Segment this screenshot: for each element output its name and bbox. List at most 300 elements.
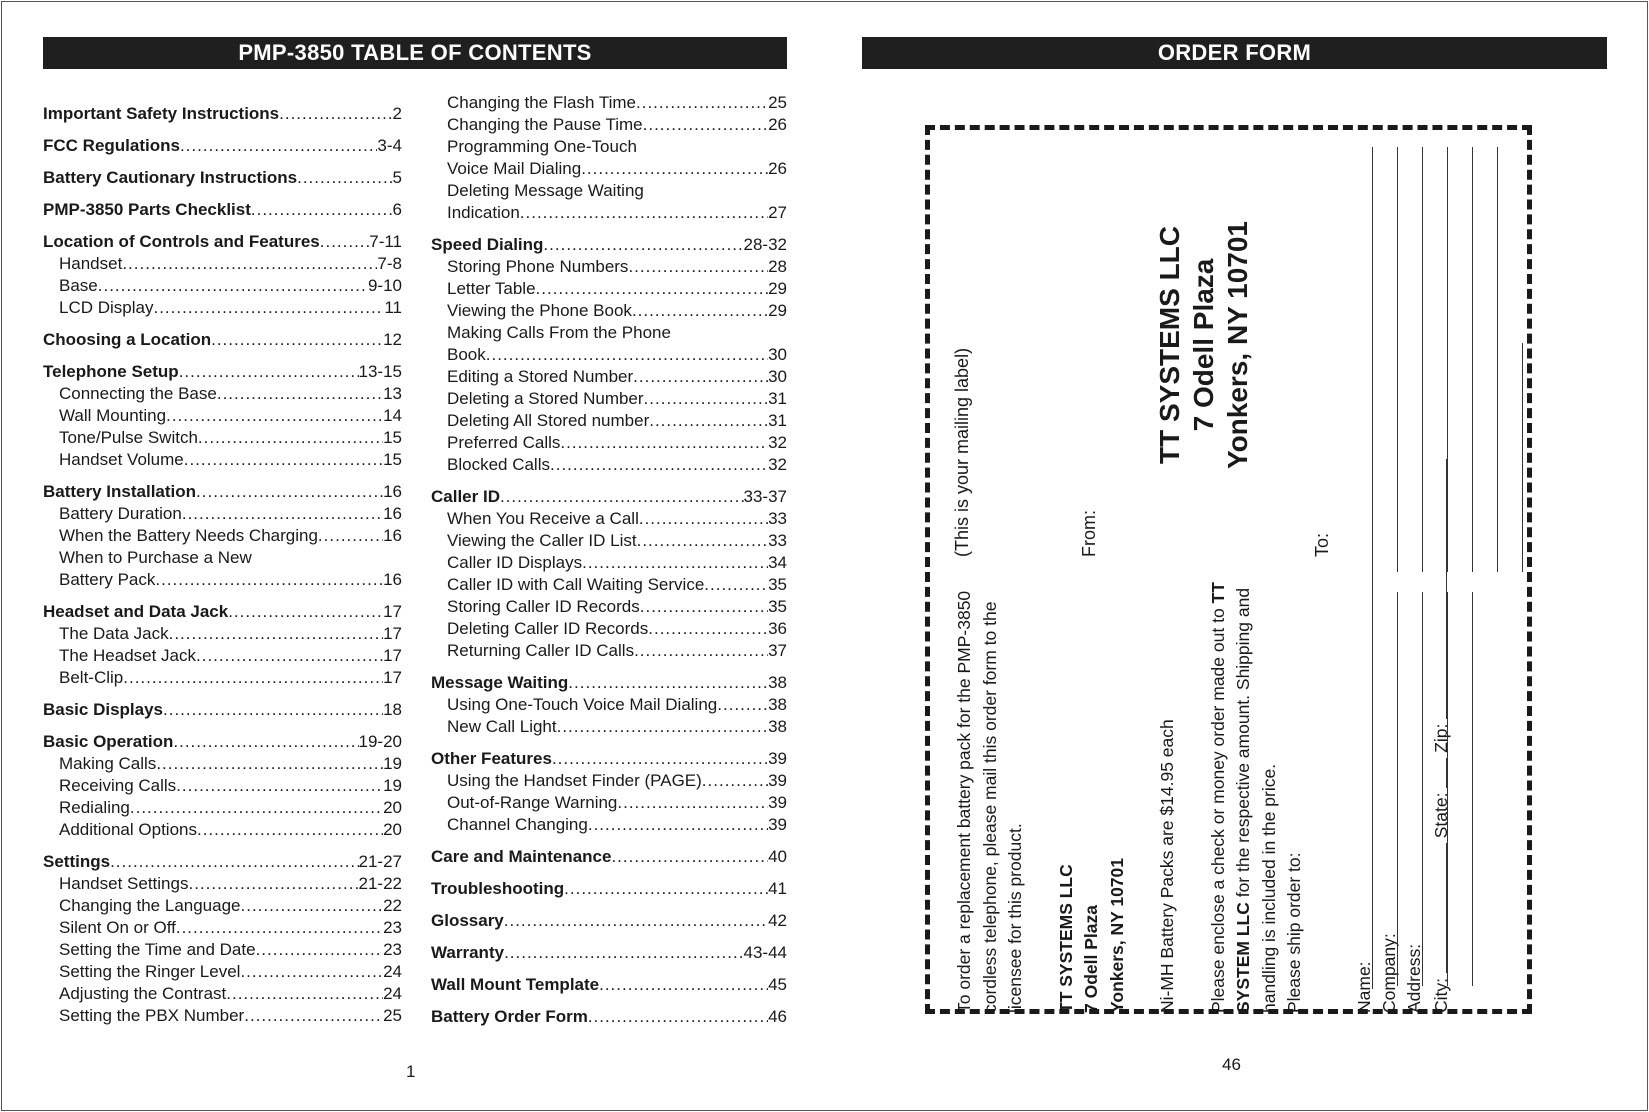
toc-entry-title: The Headset Jack xyxy=(59,646,197,665)
toc-entry[interactable] xyxy=(431,344,787,366)
toc-page-number: 32 xyxy=(768,433,787,452)
toc-page-number: 27 xyxy=(768,203,787,222)
toc-entry[interactable] xyxy=(431,278,787,300)
toc-leader-dots xyxy=(122,253,377,275)
toc-entry-title: Message Waiting xyxy=(431,673,569,692)
toc-leader-dots xyxy=(256,939,384,961)
toc-page-number: 21-27 xyxy=(358,852,402,871)
toc-leader-dots xyxy=(552,748,768,770)
licensee-company: TT SYSTEMS LLC xyxy=(1055,864,1076,1013)
toc-entry-title: Out-of-Range Warning xyxy=(447,793,618,812)
toc-entry[interactable] xyxy=(43,797,402,819)
toc-page-number: 31 xyxy=(768,411,787,430)
payment-text-post: for the respective amount. Shipping and handling is included in the price. xyxy=(1233,587,1279,1013)
toc-entry-title: Preferred Calls xyxy=(447,433,561,452)
toc-entry-title: Caller ID xyxy=(431,487,500,506)
name-line-lower xyxy=(1397,592,1398,986)
toc-entry[interactable] xyxy=(431,136,787,158)
toc-section[interactable] xyxy=(43,601,402,623)
toc-section[interactable] xyxy=(431,846,787,868)
toc-leader-dots xyxy=(211,329,383,351)
toc-leader-dots xyxy=(228,601,383,623)
toc-entry[interactable] xyxy=(43,383,402,405)
toc-entry[interactable] xyxy=(43,873,402,895)
mailing-label-divider xyxy=(1372,147,1373,989)
toc-page-number: 39 xyxy=(768,815,787,834)
toc-page-number: 20 xyxy=(383,798,402,817)
toc-entry-title: Additional Options xyxy=(59,820,197,839)
toc-entry-title: Wall Mount Template xyxy=(431,975,600,994)
toc-section[interactable] xyxy=(431,234,787,256)
toc-entry-title: Letter Table xyxy=(447,279,536,298)
toc-section[interactable] xyxy=(43,699,402,721)
toc-page-number: 16 xyxy=(383,570,402,589)
licensee-city: Yonkers, NY 10701 xyxy=(1106,857,1127,1013)
toc-leader-dots xyxy=(226,983,383,1005)
toc-leader-dots xyxy=(543,234,743,256)
toc-entry[interactable] xyxy=(431,202,787,224)
toc-leader-dots xyxy=(704,574,768,596)
toc-leader-dots xyxy=(599,974,768,996)
company-line-lower xyxy=(1422,592,1423,986)
address-line-4 xyxy=(1522,343,1523,572)
toc-page-number: 35 xyxy=(768,597,787,616)
toc-leader-dots xyxy=(486,344,768,366)
toc-entry[interactable] xyxy=(43,427,402,449)
toc-entry-title: Basic Operation xyxy=(43,732,174,751)
toc-page-number: 3-4 xyxy=(377,136,402,155)
toc-page-number: 33-37 xyxy=(743,487,787,506)
toc-page-number: 17 xyxy=(383,668,402,687)
toc-entry-title: Receiving Calls xyxy=(59,776,177,795)
toc-entry[interactable] xyxy=(431,92,787,114)
toc-entry-title: When to Purchase a New xyxy=(59,548,252,567)
toc-entry-title: Headset and Data Jack xyxy=(43,602,229,621)
toc-entry[interactable] xyxy=(43,667,402,689)
toc-entry-title: Troubleshooting xyxy=(431,879,565,898)
toc-entry-title: Care and Maintenance xyxy=(431,847,612,866)
name-line xyxy=(1397,147,1398,572)
toc-entry-title: Indication xyxy=(447,203,520,222)
toc-leader-dots xyxy=(611,846,768,868)
toc-page-number: 45 xyxy=(768,975,787,994)
toc-entry[interactable] xyxy=(43,819,402,841)
toc-column-1 xyxy=(43,103,402,1027)
toc-page-number: 41 xyxy=(768,879,787,898)
toc-entry[interactable] xyxy=(431,366,787,388)
toc-leader-dots xyxy=(180,135,377,157)
toc-entry-title: Warranty xyxy=(431,943,505,962)
toc-entry-title: Glossary xyxy=(431,911,504,930)
toc-entry[interactable] xyxy=(431,530,787,552)
toc-entry-title: Base xyxy=(59,276,98,295)
toc-page-number: 9-10 xyxy=(367,276,402,295)
toc-leader-dots xyxy=(198,427,383,449)
toc-page-number: 16 xyxy=(383,482,402,501)
toc-page-number: 12 xyxy=(383,330,402,349)
toc-leader-dots xyxy=(110,851,358,873)
toc-column-2 xyxy=(431,92,787,1028)
toc-leader-dots xyxy=(179,361,359,383)
toc-entry-title: Handset Volume xyxy=(59,450,184,469)
toc-entry-title: Returning Caller ID Calls xyxy=(447,641,635,660)
toc-entry-title: Telephone Setup xyxy=(43,362,179,381)
toc-entry-title: Using the Handset Finder (PAGE) xyxy=(447,771,702,790)
toc-entry[interactable] xyxy=(43,503,402,525)
toc-leader-dots xyxy=(279,103,392,125)
toc-leader-dots xyxy=(634,640,768,662)
return-address-company: TT SYSTEMS LLC xyxy=(1154,226,1185,464)
toc-leader-dots xyxy=(197,819,383,841)
toc-leader-dots xyxy=(176,775,383,797)
toc-entry[interactable] xyxy=(43,775,402,797)
address-line-lower xyxy=(1447,592,1448,986)
toc-entry[interactable] xyxy=(43,753,402,775)
toc-entry[interactable] xyxy=(431,716,787,738)
toc-entry-title: Location of Controls and Features xyxy=(43,232,320,251)
address-line-lower-2 xyxy=(1472,592,1473,986)
toc-entry[interactable] xyxy=(431,618,787,640)
toc-page-number: 36 xyxy=(768,619,787,638)
toc-entry[interactable] xyxy=(431,640,787,662)
order-form-card xyxy=(925,125,1532,1014)
toc-entry[interactable] xyxy=(43,1005,402,1027)
toc-page-number: 23 xyxy=(383,940,402,959)
toc-page-number: 7-11 xyxy=(369,232,402,251)
toc-leader-dots xyxy=(196,645,383,667)
toc-entry-title: Battery Cautionary Instructions xyxy=(43,168,298,187)
address-field[interactable]: Address: xyxy=(1404,943,1424,1013)
toc-page-number: 42 xyxy=(768,911,787,930)
toc-section[interactable] xyxy=(43,231,402,253)
toc-entry-title: Changing the Pause Time xyxy=(447,115,643,134)
toc-leader-dots xyxy=(702,770,768,792)
toc-page-number: 15 xyxy=(383,428,402,447)
payment-text-pre: Please enclose a check or money order made out to xyxy=(1207,603,1228,1013)
return-address-city: Yonkers, NY 10701 xyxy=(1222,221,1253,470)
toc-leader-dots xyxy=(123,667,383,689)
toc-entry[interactable] xyxy=(431,814,787,836)
toc-leader-dots xyxy=(320,231,369,253)
toc-page-number: 24 xyxy=(383,962,402,981)
toc-leader-dots xyxy=(636,92,768,114)
toc-entry-title: Voice Mail Dialing xyxy=(447,159,582,178)
toc-leader-dots xyxy=(130,797,383,819)
page-number-left: 1 xyxy=(406,1062,416,1081)
toc-leader-dots xyxy=(557,716,768,738)
battery-price-text: Ni-MH Battery Packs are $14.95 each xyxy=(1157,719,1177,1013)
toc-entry-title: Belt-Clip xyxy=(59,668,124,687)
toc-page-number: 33 xyxy=(768,531,787,550)
toc-entry[interactable] xyxy=(431,180,787,202)
address-line-2 xyxy=(1472,147,1473,572)
toc-entry[interactable] xyxy=(43,961,402,983)
toc-leader-dots xyxy=(184,449,383,471)
toc-page-number: 25 xyxy=(768,93,787,112)
ship-fields xyxy=(1352,459,1454,1013)
toc-entry[interactable] xyxy=(431,410,787,432)
toc-leader-dots xyxy=(244,1005,383,1027)
toc-leader-dots xyxy=(155,569,383,591)
toc-page-number: 28-32 xyxy=(743,235,787,254)
toc-leader-dots xyxy=(717,694,768,716)
to-label: To: xyxy=(1312,532,1332,557)
toc-page-number: 14 xyxy=(383,406,402,425)
toc-page-number: 19 xyxy=(383,776,402,795)
toc-entry[interactable] xyxy=(43,569,402,591)
toc-entry[interactable] xyxy=(43,253,402,275)
toc-leader-dots xyxy=(169,623,383,645)
toc-section[interactable] xyxy=(43,731,402,753)
toc-section[interactable] xyxy=(43,135,402,157)
toc-entry-title: Making Calls xyxy=(59,754,157,773)
toc-entry[interactable] xyxy=(431,114,787,136)
toc-entry[interactable] xyxy=(43,547,402,569)
toc-section[interactable] xyxy=(43,199,402,221)
toc-entry-title: When You Receive a Call xyxy=(447,509,639,528)
toc-entry-title: Redialing xyxy=(59,798,130,817)
toc-entry-title: Handset xyxy=(59,254,123,273)
toc-page-number: 39 xyxy=(768,793,787,812)
mailing-label-note: (This is your mailing label) xyxy=(952,347,972,557)
toc-section[interactable] xyxy=(431,486,787,508)
toc-leader-dots xyxy=(98,275,368,297)
toc-entry[interactable] xyxy=(43,405,402,427)
toc-entry-title: Making Calls From the Phone xyxy=(447,323,671,342)
toc-entry-title: Deleting All Stored number xyxy=(447,411,650,430)
toc-leader-dots xyxy=(568,672,768,694)
toc-entry-title: Deleting a Stored Number xyxy=(447,389,644,408)
toc-page-number: 46 xyxy=(768,1007,787,1026)
toc-entry[interactable] xyxy=(43,449,402,471)
toc-entry[interactable] xyxy=(431,300,787,322)
toc-entry[interactable] xyxy=(431,596,787,618)
company-field[interactable]: Company: xyxy=(1379,933,1399,1013)
toc-page-number: 17 xyxy=(383,602,402,621)
toc-leader-dots xyxy=(648,618,768,640)
toc-leader-dots xyxy=(637,530,768,552)
name-field[interactable]: Name: xyxy=(1354,961,1374,1013)
toc-entry-title: Changing the Flash Time xyxy=(447,93,636,112)
toc-entry-title: Setting the Ringer Level xyxy=(59,962,241,981)
toc-entry[interactable] xyxy=(431,388,787,410)
toc-entry-title: Storing Phone Numbers xyxy=(447,257,629,276)
toc-page-number: 26 xyxy=(768,159,787,178)
toc-entry-title: Battery Order Form xyxy=(431,1007,588,1026)
toc-leader-dots xyxy=(649,410,768,432)
toc-entry-title: Handset Settings xyxy=(59,874,189,893)
toc-entry-title: Deleting Caller ID Records xyxy=(447,619,649,638)
toc-leader-dots xyxy=(520,202,768,224)
toc-entry[interactable] xyxy=(431,770,787,792)
toc-leader-dots xyxy=(643,114,768,136)
toc-leader-dots xyxy=(639,508,768,530)
toc-section[interactable] xyxy=(43,167,402,189)
order-form-title: ORDER FORM xyxy=(862,37,1607,69)
zip-field[interactable]: Zip: xyxy=(1431,723,1451,753)
toc-page-number: 17 xyxy=(383,624,402,643)
toc-entry-title: Connecting the Base xyxy=(59,384,217,403)
toc-entry-title: Battery Pack xyxy=(59,570,156,589)
toc-entry[interactable] xyxy=(43,275,402,297)
toc-entry-title: Programming One-Touch xyxy=(447,137,637,156)
toc-page-number: 19-20 xyxy=(358,732,402,751)
order-intro-text: To order a replacement battery pack for the PMP-3850 cordless telephone, please mail this order form to the licensee for this product. xyxy=(954,590,1025,1013)
toc-leader-dots xyxy=(196,481,383,503)
toc-entry[interactable] xyxy=(43,939,402,961)
toc-page-number: 35 xyxy=(768,575,787,594)
toc-page-number: 33 xyxy=(768,509,787,528)
toc-entry[interactable] xyxy=(43,983,402,1005)
toc-entry-title: Battery Duration xyxy=(59,504,182,523)
licensee-street: 7 Odell Plaza xyxy=(1081,905,1101,1013)
toc-entry-title: Silent On or Off xyxy=(59,918,176,937)
toc-section[interactable] xyxy=(431,1006,787,1028)
toc-entry[interactable] xyxy=(431,454,787,476)
toc-entry[interactable] xyxy=(43,297,402,319)
toc-entry-title: Blocked Calls xyxy=(447,455,550,474)
toc-page-number: 39 xyxy=(768,749,787,768)
toc-entry-title: PMP-3850 Parts Checklist xyxy=(43,200,251,219)
toc-entry-title: Storing Caller ID Records xyxy=(447,597,640,616)
toc-leader-dots xyxy=(560,432,768,454)
toc-entry-title: Deleting Message Waiting xyxy=(447,181,644,200)
toc-page-number: 16 xyxy=(383,504,402,523)
toc-leader-dots xyxy=(581,158,768,180)
toc-entry[interactable] xyxy=(431,432,787,454)
toc-leader-dots xyxy=(241,895,384,917)
toc-entry-title: Choosing a Location xyxy=(43,330,212,349)
city-state-zip-row xyxy=(1429,459,1454,1013)
toc-page-number: 39 xyxy=(768,771,787,790)
toc-entry-title: The Data Jack xyxy=(59,624,169,643)
toc-page-number: 25 xyxy=(383,1006,402,1025)
toc-entry-title: Caller ID with Call Waiting Service xyxy=(447,575,705,594)
toc-page-number: 2 xyxy=(392,104,402,123)
toc-leader-dots xyxy=(504,910,768,932)
toc-section[interactable] xyxy=(43,361,402,383)
toc-entry-title: Adjusting the Contrast xyxy=(59,984,227,1003)
toc-section[interactable] xyxy=(431,974,787,996)
toc-entry[interactable] xyxy=(431,508,787,530)
toc-leader-dots xyxy=(240,961,383,983)
toc-page-number: 29 xyxy=(768,301,787,320)
toc-page-number: 30 xyxy=(768,345,787,364)
toc-entry-title: LCD Display xyxy=(59,298,154,317)
toc-leader-dots xyxy=(588,1006,768,1028)
toc-page-number: 6 xyxy=(392,200,402,219)
toc-page-number: 16 xyxy=(383,526,402,545)
toc-leader-dots xyxy=(173,731,358,753)
toc-page-number: 22 xyxy=(383,896,402,915)
toc-leader-dots xyxy=(153,297,384,319)
toc-page-number: 21-22 xyxy=(358,874,402,893)
toc-entry-title: Using One-Touch Voice Mail Dialing xyxy=(447,695,718,714)
toc-page-number: 38 xyxy=(768,695,787,714)
toc-entry-title: Battery Installation xyxy=(43,482,197,501)
toc-entry-title: New Call Light xyxy=(447,717,557,736)
toc-entry[interactable] xyxy=(43,895,402,917)
toc-leader-dots xyxy=(632,300,768,322)
toc-leader-dots xyxy=(188,873,358,895)
toc-leader-dots xyxy=(156,753,383,775)
toc-leader-dots xyxy=(628,256,768,278)
toc-leader-dots xyxy=(500,486,744,508)
toc-leader-dots xyxy=(163,699,383,721)
toc-leader-dots xyxy=(564,878,768,900)
toc-entry[interactable] xyxy=(431,792,787,814)
toc-leader-dots xyxy=(536,278,769,300)
toc-entry[interactable] xyxy=(431,158,787,180)
toc-section[interactable] xyxy=(431,878,787,900)
order-instructions xyxy=(952,553,1308,1013)
toc-entry-title: Editing a Stored Number xyxy=(447,367,634,386)
toc-page-number: 19 xyxy=(383,754,402,773)
toc-section[interactable] xyxy=(431,748,787,770)
toc-leader-dots xyxy=(644,388,769,410)
toc-entry-title: When the Battery Needs Charging xyxy=(59,526,318,545)
toc-page-number: 34 xyxy=(768,553,787,572)
toc-section[interactable] xyxy=(431,910,787,932)
toc-entry[interactable] xyxy=(431,322,787,344)
toc-leader-dots xyxy=(582,552,768,574)
toc-page-number: 13 xyxy=(383,384,402,403)
toc-page-number: 24 xyxy=(383,984,402,1003)
toc-entry-title: Important Safety Instructions xyxy=(43,104,280,123)
toc-section[interactable] xyxy=(43,851,402,873)
toc-page-number: 17 xyxy=(383,646,402,665)
toc-page-number: 38 xyxy=(768,673,787,692)
toc-entry-title: Book xyxy=(447,345,486,364)
address-line-1 xyxy=(1447,147,1448,572)
toc-leader-dots xyxy=(182,503,383,525)
toc-page-number: 28 xyxy=(768,257,787,276)
toc-entry-title: Changing the Language xyxy=(59,896,241,915)
return-address xyxy=(1153,215,1255,475)
toc-entry-title: Wall Mounting xyxy=(59,406,167,425)
toc-section[interactable] xyxy=(43,481,402,503)
toc-entry-title: Settings xyxy=(43,852,111,871)
toc-entry-title: Viewing the Caller ID List xyxy=(447,531,637,550)
toc-entry[interactable] xyxy=(431,552,787,574)
toc-section[interactable] xyxy=(43,329,402,351)
toc-entry[interactable] xyxy=(431,694,787,716)
toc-leader-dots xyxy=(217,383,383,405)
toc-leader-dots xyxy=(640,596,768,618)
toc-leader-dots xyxy=(617,792,768,814)
toc-leader-dots xyxy=(504,942,743,964)
toc-page-number: 29 xyxy=(768,279,787,298)
toc-page-number: 11 xyxy=(384,298,402,317)
state-field[interactable]: State: xyxy=(1431,792,1451,839)
toc-entry[interactable] xyxy=(43,917,402,939)
toc-entry[interactable] xyxy=(43,525,402,547)
toc-entry[interactable] xyxy=(431,256,787,278)
toc-section[interactable] xyxy=(431,672,787,694)
toc-page-number: 40 xyxy=(768,847,787,866)
toc-section[interactable] xyxy=(43,103,402,125)
toc-page-number: 5 xyxy=(392,168,402,187)
toc-entry-title: Basic Displays xyxy=(43,700,164,719)
toc-entry-title: Viewing the Phone Book xyxy=(447,301,632,320)
toc-entry[interactable] xyxy=(43,645,402,667)
return-address-street: 7 Odell Plaza xyxy=(1188,258,1219,432)
toc-leader-dots xyxy=(297,167,392,189)
toc-section[interactable] xyxy=(431,942,787,964)
toc-entry[interactable] xyxy=(43,623,402,645)
city-field[interactable]: City: xyxy=(1431,978,1451,1013)
toc-entry[interactable] xyxy=(431,574,787,596)
